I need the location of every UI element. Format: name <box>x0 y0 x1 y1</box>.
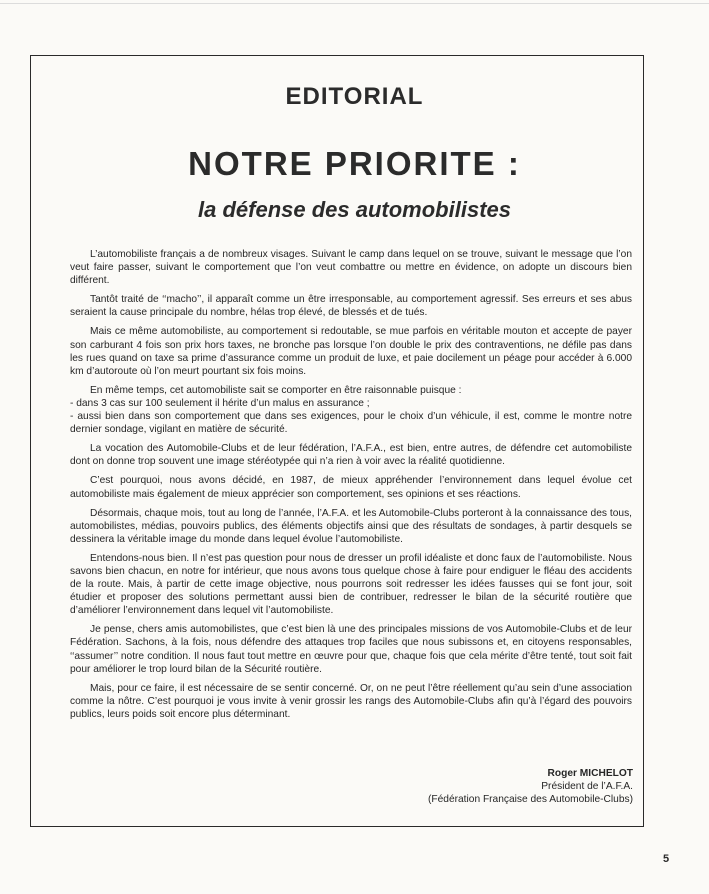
signature-role: Président de l’A.F.A. <box>541 781 633 793</box>
top-rule <box>0 3 709 4</box>
paragraph: En même temps, cet automobiliste sait se comporter en être raisonnable puisque : <box>90 384 462 396</box>
paragraph: Mais ce même automobiliste, au comportement si redoutable, se mue parfois en véritable mouton et accepte de payer son carburant 4 fois son prix hors taxes, ne bronche pas lorsque l’on double le prix des contraventions, ne défile pas dans les rues quand on taxe sa prime d’assurance comme un produit de luxe, et paie docilement un péage pour accéder à 6.000 km d’autoroute où l’on meurt pourtant six fois moins. <box>70 326 632 377</box>
article-body <box>70 248 632 727</box>
paragraph: Mais, pour ce faire, il est nécessaire de se sentir concerné. Or, on ne peut l’être réellement qu’au sein d’une association comme la nôtre. C’est pourquoi je vous invite à venir grossir les rangs des Automobile-Clubs afin qu’à l’égard des pouvoirs publics, leurs poids soit encore plus déterminant. <box>70 682 632 720</box>
list-item: - dans 3 cas sur 100 seulement il hérite d’un malus en assurance ; <box>70 397 370 409</box>
paragraph: La vocation des Automobile-Clubs et de leur fédération, l’A.F.A., est bien, entre autres, de défendre cet automobiliste dont on donne trop souvent une image stéréotypée qui n’a rien à voir avec la réalité quotidienne. <box>70 443 632 468</box>
page-subtitle: la défense des automobilistes <box>198 197 511 222</box>
signature-block <box>428 767 633 806</box>
paragraph: Tantôt traité de ‘‘macho’’, il apparaît comme un être irresponsable, au comportement agressif. Ses erreurs et ses abus seraient la cause principale du nombre, hélas trop élevé, de blessés et de tués. <box>70 294 632 319</box>
list-item: - aussi bien dans son comportement que dans ses exigences, pour le choix d’un véhicule, il est, comme le montre notre dernier sondage, vigilant en matière de sécurité. <box>70 411 632 436</box>
paragraph: Désormais, chaque mois, tout au long de l’année, l’A.F.A. et les Automobile-Clubs porteront à la connaissance des tous, automobilistes, médias, pouvoirs publics, des éléments objectifs ainsi que des résultats de sondages, à partir desquels se dessinera la véritable image du monde dans lequel évolue l’automobiliste. <box>70 507 632 545</box>
signature-organization: (Fédération Française des Automobile-Clubs) <box>428 794 633 806</box>
paragraph: Entendons-nous bien. Il n’est pas question pour nous de dresser un profil idéaliste et donc faux de l’automobiliste. Nous savons bien chacun, en notre for intérieur, que nous avons tous quelque chose à faire pour endiguer le fléau des accidents de la route. Mais, à partir de cette image objective, nous pourrons soit redresser les idées fausses qui se font jour, soit étudier et proposer des solutions permettant aussi bien de contribuer, redresser le bilan de la sécurité routière que d’améliorer l’environnement dans lequel vit l’automobiliste. <box>70 552 632 617</box>
paragraph: Je pense, chers amis automobilistes, que c’est bien là une des principales missions de vos Automobile-Clubs et de leur Fédération. Sachons, à la fois, nous défendre des attaques trop faciles que nous subissons et, en citoyens responsables, ‘‘assumer’’ notre condition. Il nous faut tout mettre en œuvre pour que, chaque fois que cela mérite d’être tenté, tout soit fait pour améliorer le trop lourd bilan de la Sécurité routière. <box>70 624 632 675</box>
page-number: 5 <box>663 853 670 865</box>
page-title: NOTRE PRIORITE : <box>188 145 521 182</box>
section-kicker: EDITORIAL <box>285 83 424 110</box>
signature-name: Roger MICHELOT <box>547 768 633 779</box>
paragraph: L’automobiliste français a de nombreux visages. Suivant le camp dans lequel on se trouve, suivant le message que l’on veut faire passer, suivant le comportement que l’on veut combattre ou mettre en évidence, on adopte un discours bien différent. <box>70 249 632 287</box>
paragraph: C’est pourquoi, nous avons décidé, en 1987, de mieux appréhender l’environnement dans lequel évolue cet automobiliste mais également de mieux apprécier son comportement, ses opinions et ses réactions. <box>70 475 632 500</box>
